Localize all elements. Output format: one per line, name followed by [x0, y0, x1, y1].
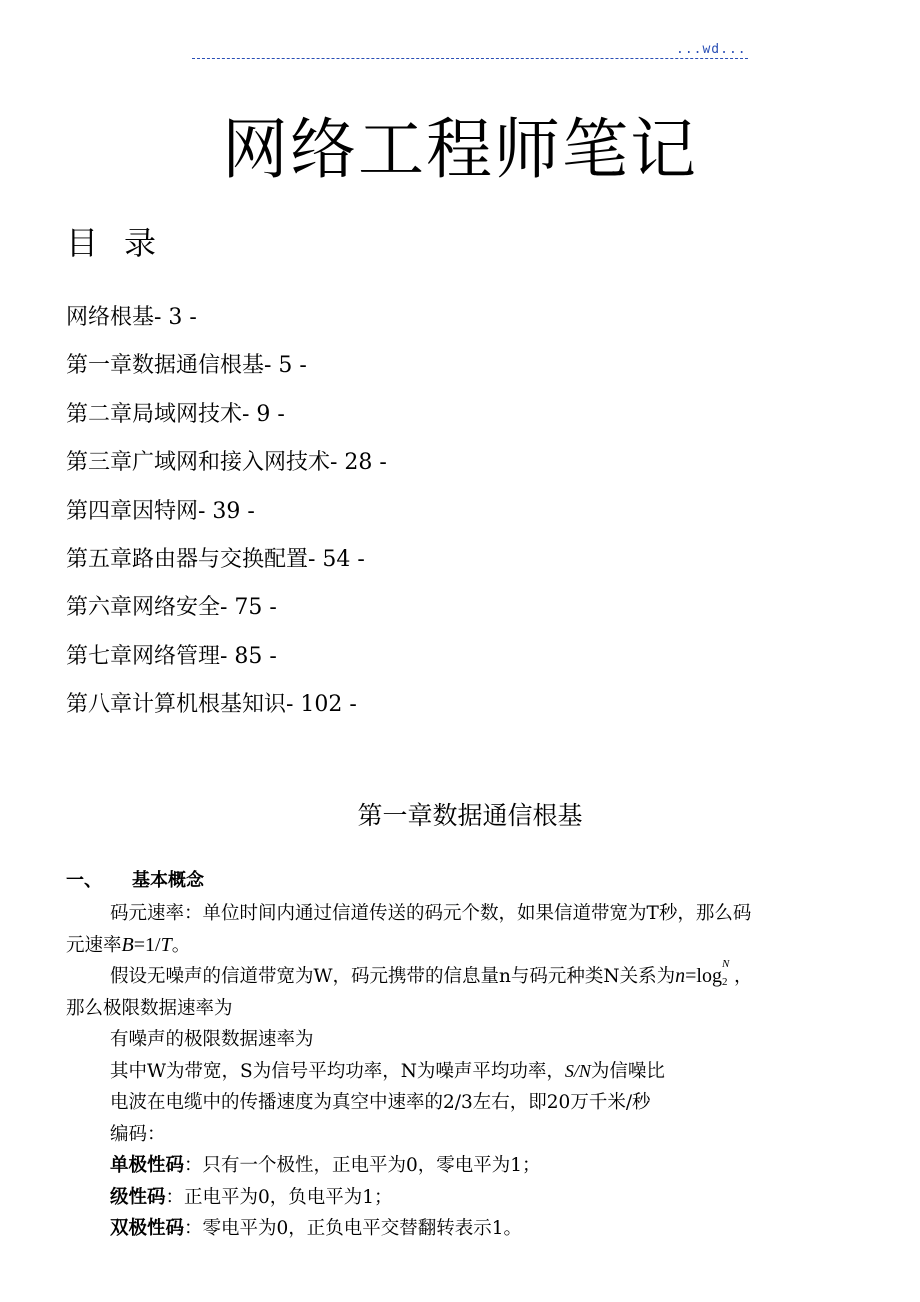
code-term: 双极性码: [110, 1218, 185, 1239]
snr-paragraph: [66, 1056, 878, 1088]
section-number: 一、: [66, 870, 102, 891]
header-rule: [192, 58, 748, 59]
formula-symbol: B: [121, 933, 134, 956]
baud-formula: [122, 934, 172, 956]
snr-text: 其中W为带宽，S为信号平均功率，N为噪声平均功率，: [110, 1060, 565, 1082]
toc-item[interactable]: 第八章计算机根基知识- 102 -: [66, 692, 357, 718]
noiseless-paragraph-cont: [66, 993, 878, 1025]
code-description: ：只有一个极性，正电平为0，零电平为1；: [184, 1155, 541, 1176]
toc-item[interactable]: 网络根基- 3 -: [66, 305, 197, 330]
code-definition: [66, 1213, 878, 1245]
baud-rate-tail: 元速率: [66, 934, 122, 956]
noisy-paragraph: [66, 1024, 878, 1056]
baud-rate-end: 。: [171, 934, 191, 956]
toc-heading: 目录: [66, 224, 183, 262]
encoding-label-line: [66, 1119, 878, 1151]
noisy-text: 有噪声的极限数据速率为: [110, 1029, 314, 1050]
encoding-label: 编码：: [110, 1123, 166, 1145]
code-term: 单极性码: [110, 1155, 185, 1176]
propagation-text: 电波在电缆中的传播速度为真空中速率的2/3左右，即20万千米/秒: [110, 1092, 651, 1113]
formula-subscript: 2: [721, 976, 728, 989]
noiseless-text: 假设无噪声的信道带宽为W，码元携带的信息量n与码元种类N关系为: [110, 966, 676, 987]
code-term: 级性码: [110, 1186, 166, 1208]
log-sub-sup: [721, 958, 734, 989]
baud-rate-paragraph-cont: [66, 930, 878, 962]
chapter-heading: 第一章数据通信根基: [357, 801, 583, 830]
section-heading: [66, 866, 204, 892]
formula-operator: =1/: [133, 933, 161, 956]
code-description: ：零电平为0，正负电平交替翻转表示1。: [184, 1218, 523, 1239]
toc-list: [66, 300, 387, 736]
propagation-paragraph: [66, 1087, 878, 1119]
toc-item[interactable]: 第二章局域网技术- 9 -: [66, 401, 285, 427]
formula-function: log: [696, 965, 722, 987]
code-definition: [66, 1150, 878, 1182]
log-formula: [675, 958, 734, 989]
toc-item[interactable]: 第七章网络管理- 85 -: [66, 643, 277, 669]
chapter-body: [66, 898, 878, 1245]
noiseless-comma: ，: [733, 966, 753, 987]
code-definition: [66, 1182, 878, 1214]
code-description: ：正电平为0，负电平为1；: [165, 1186, 393, 1208]
toc-item[interactable]: 第四章因特网- 39 -: [66, 498, 255, 524]
formula-operator: =: [685, 965, 697, 987]
formula-superscript: N: [721, 958, 730, 971]
baud-rate-text: 码元速率：单位时间内通过信道传送的码元个数，如果信道带宽为T秒，那么码: [110, 903, 752, 924]
formula-symbol: n: [675, 965, 686, 987]
toc-item[interactable]: 第五章路由器与交换配置- 54 -: [66, 546, 365, 572]
toc-item[interactable]: 第三章广域网和接入网技术- 28 -: [66, 450, 387, 476]
toc-item[interactable]: 第六章网络安全- 75 -: [66, 595, 277, 621]
baud-rate-paragraph: [66, 898, 878, 930]
toc-item[interactable]: 第一章数据通信根基- 5 -: [66, 353, 307, 379]
header-mark: ...wd...: [676, 42, 747, 57]
formula-symbol: T: [160, 933, 172, 956]
document-title: 网络工程师笔记: [222, 111, 698, 188]
snr-tail: 为信噪比: [590, 1060, 665, 1082]
snr-formula: S/N: [564, 1060, 591, 1081]
noiseless-tail: 那么极限数据速率为: [66, 997, 233, 1019]
section-title: 基本概念: [132, 870, 204, 891]
noiseless-paragraph: [66, 958, 878, 993]
